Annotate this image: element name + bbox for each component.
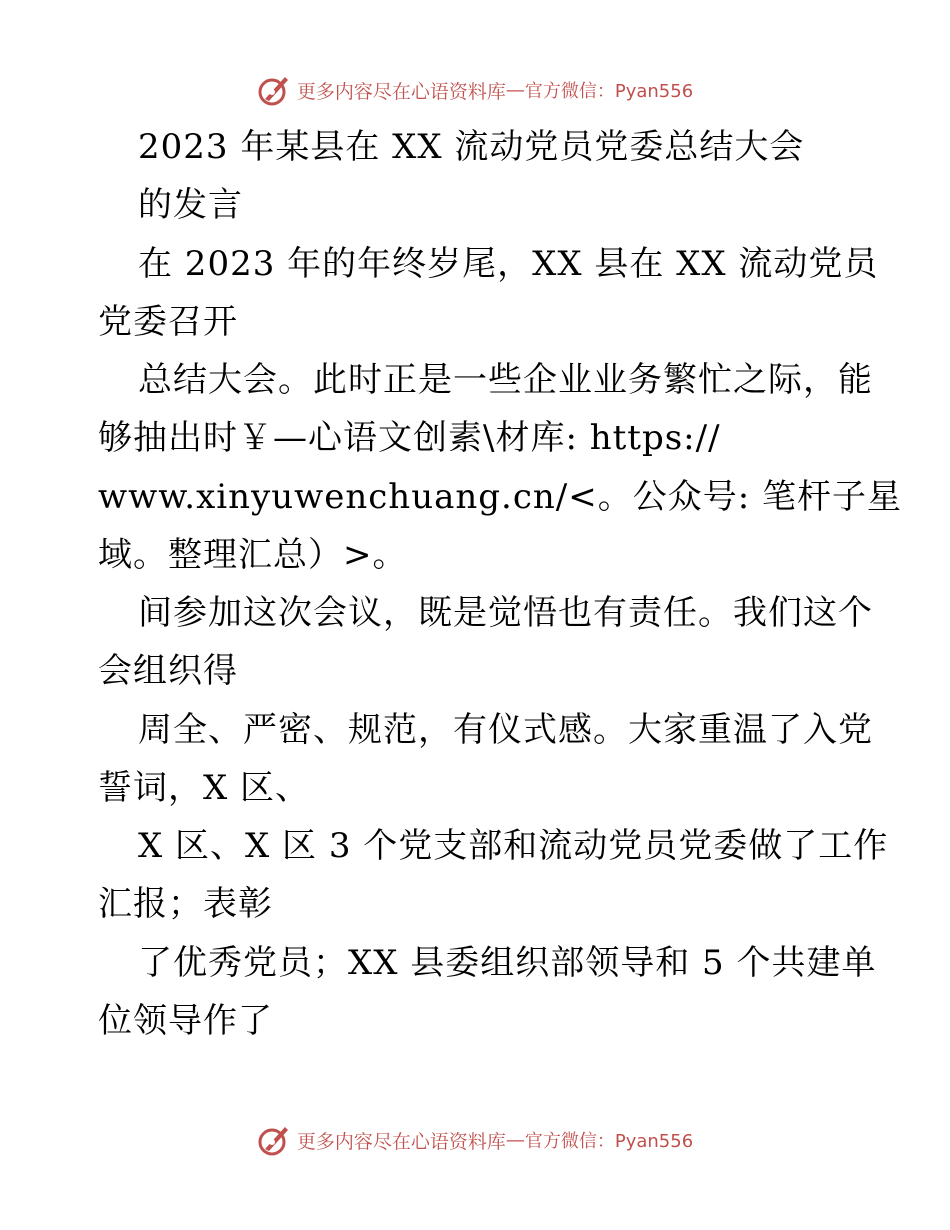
title-line-1: 2023 年某县在 XX 流动党员党委总结大会 [138, 127, 805, 167]
footer-dash: — [505, 1129, 525, 1151]
paragraph-line: 在 2023 年的年终岁尾，XX 县在 XX 流动党员 [138, 244, 879, 284]
paragraph-line: 位领导作了 [98, 1001, 273, 1041]
paragraph-line: 总结大会。此时正是一些企业业务繁忙之际，能 [138, 360, 873, 400]
paragraph-line: 汇报；表彰 [98, 884, 273, 924]
paragraph-line: 了优秀党员；XX 县委组织部领导和 5 个共建单 [138, 943, 877, 983]
paragraph-line: 誓词，X 区、 [98, 768, 311, 808]
header-text: 更多内容尽在心语资料库 [296, 80, 506, 103]
paragraph-line: X 区、X 区 3 个党支部和流动党员党委做了工作 [138, 826, 889, 866]
paragraph-line: 周全、严密、规范，有仪式感。大家重温了入党 [138, 710, 873, 750]
quill-logo-icon [257, 1123, 291, 1157]
header-dash: — [505, 79, 525, 101]
header-wechat: 官方微信：Pyan556 [524, 81, 694, 102]
footer-text: 更多内容尽在心语资料库 [296, 1130, 506, 1153]
paragraph-line: 够抽出时￥—心语文创素\材库: https:// [98, 418, 721, 458]
header-banner [0, 70, 950, 110]
footer-wechat: 官方微信：Pyan556 [524, 1131, 694, 1152]
paragraph-line: www.xinyuwenchuang.cn/<。公众号: 笔杆子星 [98, 477, 902, 517]
paragraph-line: 间参加这次会议，既是觉悟也有责任。我们这个 [138, 593, 873, 633]
title-line-2: 的发言 [138, 185, 243, 225]
footer-banner [0, 1120, 950, 1160]
paragraph-line: 域。整理汇总）>。 [98, 535, 408, 575]
paragraph-line: 会组织得 [98, 651, 238, 691]
quill-logo-icon [257, 73, 291, 107]
paragraph-line: 党委召开 [98, 302, 238, 342]
